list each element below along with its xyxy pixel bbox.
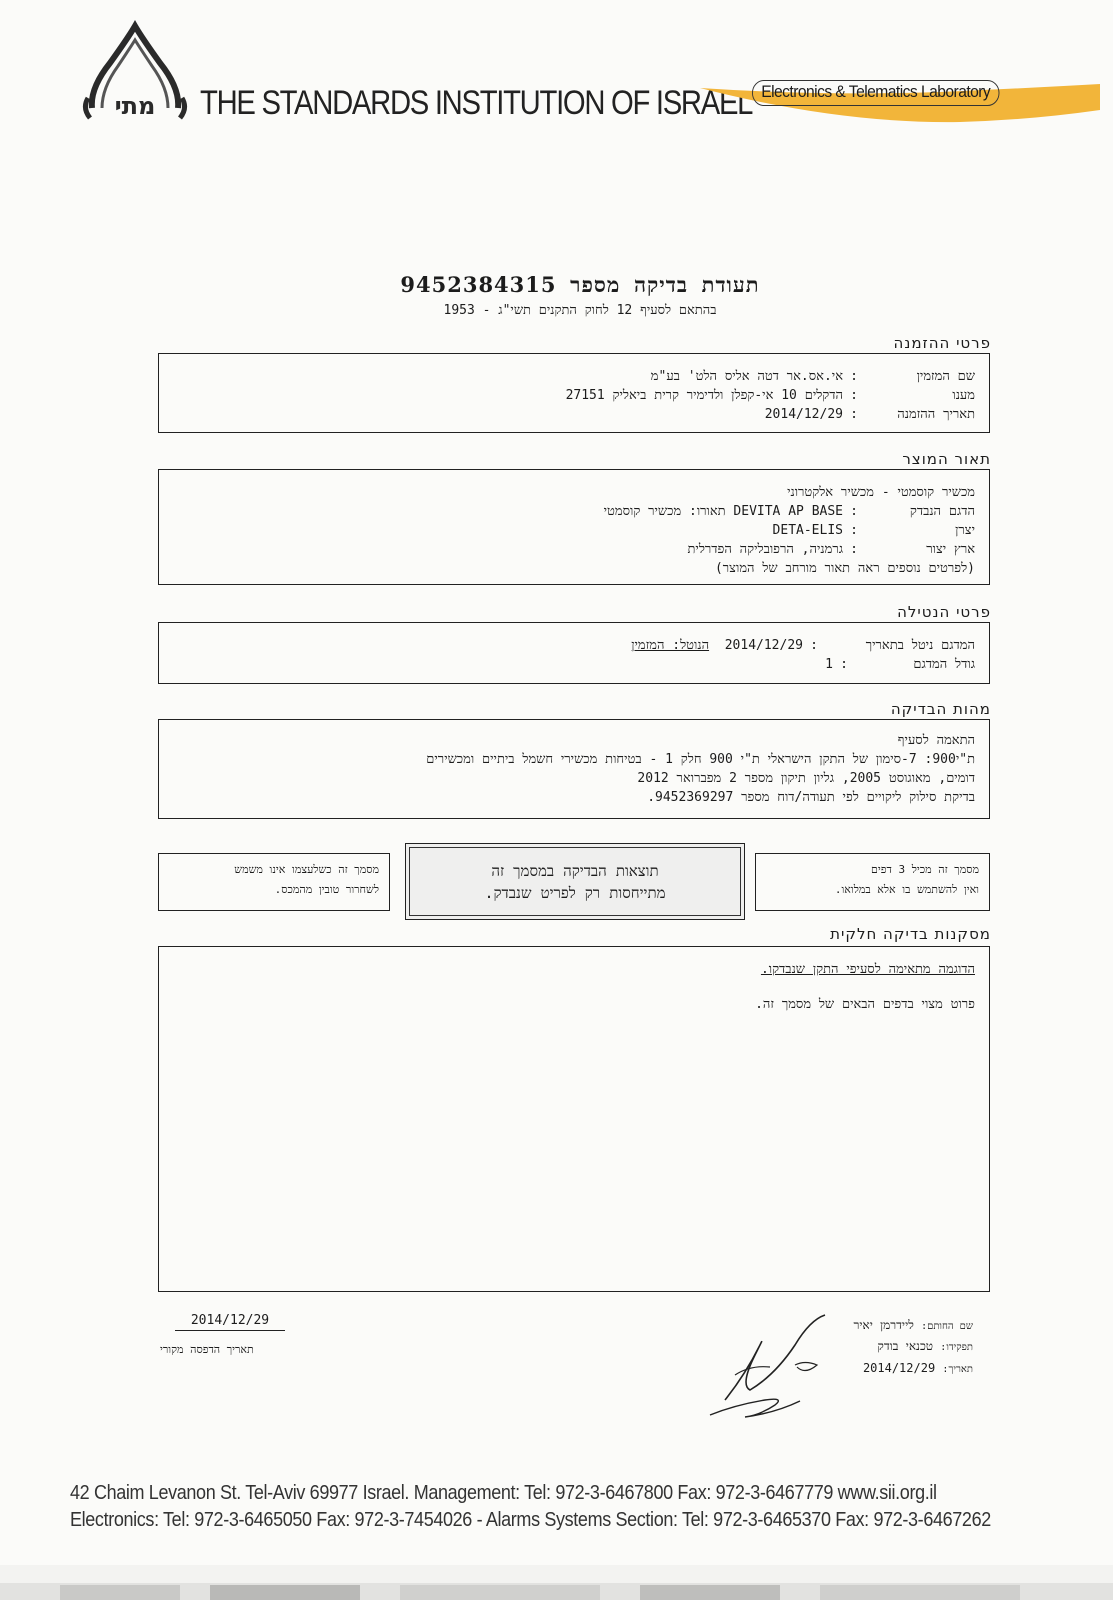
footer-contact-line: Electronics: Tel: 972-3-6465050 Fax: 972-3-7454026 - Alarms Systems Section: Tel: 972-3-6465370 Fax: 972-3-6467262: [70, 1509, 991, 1531]
order-address-label: מענו: [952, 388, 975, 403]
results-note: [405, 843, 745, 920]
test-nature-line: דומים, מאוגוסט 2005, גליון תיקון מספר 2 מפברואר 2012: [637, 771, 975, 786]
certificate-title: [360, 272, 800, 298]
date-row: [863, 1361, 973, 1375]
handwritten-signature: [705, 1305, 845, 1430]
sample-size-value: 1: [825, 657, 833, 672]
lab-name: Electronics & Telematics Laboratory: [752, 80, 999, 106]
certificate-title-text: תעודת בדיקה מספר: [570, 273, 760, 297]
order-name-label: שם המזמין: [916, 369, 975, 384]
signer-label: שם החותם:: [921, 1321, 973, 1332]
logo-text: מתי: [114, 92, 156, 120]
product-manufacturer-label: יצרן: [955, 523, 975, 538]
product-country-label: ארץ יצור: [926, 542, 975, 557]
test-nature-line: התאמה לסעיף: [897, 733, 975, 748]
print-date-label: תאריך הדפסה מקורי: [160, 1343, 254, 1356]
pages-note-line2: ואין להשתמש בו אלא במלואו.: [834, 883, 979, 896]
results-note-inner: [409, 847, 741, 916]
product-note: (לפרטים נוספים ראה תאור מורחב של המוצר): [714, 561, 975, 576]
customs-note-line1: מסמך זה כשלעצמו אינו משמש: [234, 863, 379, 876]
sample-size-label: גודל המדגם: [913, 657, 975, 672]
role-label: תפקידו:: [940, 1342, 973, 1353]
product-model-value: DEVITA AP BASE תאורו: מכשיר קוסמטי: [603, 504, 843, 519]
order-row-date: תאריך ההזמנה:2014/12/29: [764, 407, 975, 422]
test-nature-box: [158, 719, 990, 819]
conclusions-box: [158, 946, 990, 1292]
product-line1: מכשיר קוסמטי - מכשיר אלקטרוני: [787, 485, 975, 500]
certificate-number: 9452384315: [400, 272, 557, 297]
sample-taken-by: הנוטל: המזמין: [631, 638, 710, 653]
institution-name: THE STANDARDS INSTITUTION OF ISRAEL: [200, 84, 753, 122]
date-value: 2014/12/29: [862, 1361, 936, 1375]
sample-section-title: פרטי הנטילה: [897, 603, 991, 621]
product-row-manufacturer: יצרן:DETA-ELIS: [772, 523, 975, 538]
order-section-title: פרטי ההזמנה: [893, 334, 991, 352]
product-row-country: ארץ יצור:גרמניה, הרפובליקה הפדרלית: [687, 542, 975, 557]
pages-note-line1: מסמך זה מכיל 3 דפים: [871, 863, 979, 876]
role-value: טכנאי בודק: [877, 1339, 934, 1353]
product-section-title: תאור המוצר: [902, 450, 991, 468]
footer-address-line: 42 Chaim Levanon St. Tel-Aviv 69977 Israel. Management: Tel: 972-3-6467800 Fax: 972-3-6467779 www.sii.org.il: [70, 1482, 937, 1504]
sample-row-size: גודל המדגם:1: [825, 657, 975, 672]
product-manufacturer-value: DETA-ELIS: [772, 523, 843, 538]
sii-logo: [80, 18, 190, 128]
product-model-label: הדגם הנבדק: [909, 504, 975, 519]
certificate-subtitle: בהתאם לסעיף 12 לחוק התקנים תשי"ג - 1953: [443, 303, 717, 318]
sample-row-date: המדגם ניטל בתאריך:2014/12/29 הנוטל: המזמין: [631, 638, 975, 653]
order-box: [158, 353, 990, 433]
customs-note-line2: לשחרור טובין מהמכס.: [274, 883, 379, 896]
product-country-value: גרמניה, הרפובליקה הפדרלית: [687, 542, 843, 557]
test-nature-line: בדיקת סילוק ליקויים לפי תעודה/דוח מספר 9452369297.: [647, 790, 975, 805]
product-box: [158, 469, 990, 585]
order-name-value: אי.אס.אר דטה אליס הלט' בע"מ: [650, 369, 843, 384]
test-nature-line: ת"י900: 7-סימון של התקן הישראלי ת"י 900 חלק 1 - בטיחות מכשירי חשמל ביתיים ומכשירים: [426, 752, 975, 767]
order-date-label: תאריך ההזמנה: [897, 407, 975, 422]
order-row-address: מענו:הדקלים 10 אי-קפלן ולדימיר קרית ביאליק 27151: [565, 388, 975, 403]
conclusions-line1: הדוגמה מתאימה לסעיפי התקן שנבדקו.: [760, 962, 975, 977]
product-row-model: הדגם הנבדק:DEVITA AP BASE תאורו: מכשיר קוסמטי: [603, 504, 975, 519]
order-row-name: שם המזמין:אי.אס.אר דטה אליס הלט' בע"מ: [650, 369, 975, 384]
signer-row: [853, 1318, 973, 1333]
signer-name: ליידרמן יאיר: [853, 1318, 914, 1332]
results-note-line1: תוצאות הבדיקה במסמך זה: [491, 862, 659, 880]
results-note-line2: מתייחסות רק לפריט שנבדק.: [484, 884, 666, 902]
date-label: תאריך:: [942, 1364, 973, 1375]
sample-box: [158, 622, 990, 684]
sample-date-value: 2014/12/29: [724, 638, 803, 653]
role-row: [877, 1339, 973, 1354]
print-date: 2014/12/29: [175, 1313, 285, 1331]
order-address-value: הדקלים 10 אי-קפלן ולדימיר קרית ביאליק 27151: [565, 388, 843, 403]
scan-noise-strip: [0, 1565, 1113, 1600]
customs-note: [158, 853, 390, 911]
test-nature-section-title: מהות הבדיקה: [890, 700, 991, 718]
order-date-value: 2014/12/29: [764, 407, 843, 422]
conclusions-line2: פרוט מצוי בדפים הבאים של מסמך זה.: [755, 997, 975, 1012]
pages-note: [755, 853, 990, 911]
conclusions-section-title: מסקנות בדיקה חלקית: [830, 925, 991, 943]
sample-date-label: המדגם ניטל בתאריך: [865, 638, 975, 653]
